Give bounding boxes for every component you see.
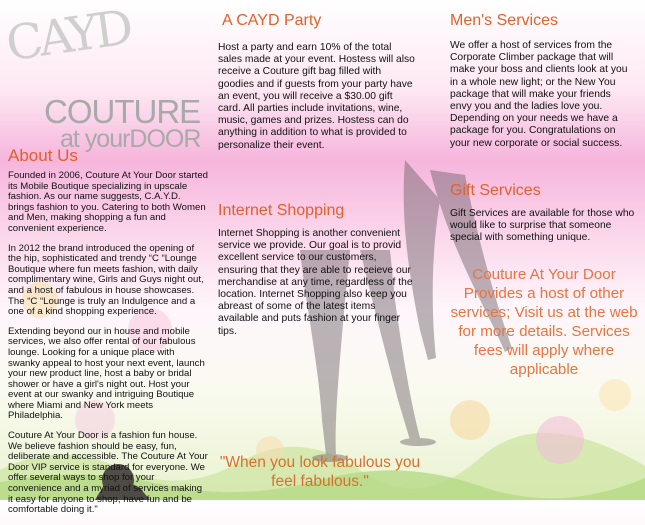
gift-heading: Gift Services — [450, 182, 541, 199]
internet-heading: Internet Shopping — [218, 202, 345, 219]
logo-line2: at yourDOOR — [60, 125, 201, 153]
party-body: Host a party and earn 10% of the total sales made at your event. Hostess will also receive a Couture gift bag filled with goodies and if guests from your party have an event, you will receive a $30.00 gift card. All parties include invitations, wine, music, games and prizes. Hostess can do anything in addition to what is provided to personalize their event. — [218, 42, 415, 151]
mens-body: We offer a host of services from the Corporate Climber package that will make your boss and clients look at you in a whole new light; or the New You package that will make your friends envy you and the ladies love you. Depending on your needs we have a package for you. Congratulations on your new corporate or social success. — [450, 40, 628, 149]
logo-line1: COUTURE — [44, 93, 201, 130]
party-heading: A CAYD Party — [222, 12, 322, 29]
about-paragraph: Couture At Your Door is a fashion fun house. We believe fashion should be easy, fun, deliberate and accessible. The Couture At Your Door VIP service is standard for everyone. We offer several ways to shop for your convenience and a myriad of services making it easy for anyone to shop, have fun and be comfortable doing it." — [8, 430, 208, 516]
about-paragraph: Extending beyond our in house and mobile services, we also offer rental of our fabulous lounge. Looking for a unique place with swanky appeal to host your next event, launch your new product line, host a baby or bridal shower or have a girl's night out. Host your event at our swanky and intriguing Boutique where Miami and New York meets Philadelphia. — [8, 325, 205, 422]
brand-logo — [2, 0, 214, 153]
about-heading: About Us — [8, 146, 78, 165]
promo-text: Couture At Your Door Provides a host of other services; Visit us at the web for more details. Services fees will apply where applicable — [450, 266, 638, 378]
mens-heading: Men's Services — [450, 12, 558, 29]
about-paragraph: Founded in 2006, Couture At Your Door started its Mobile Boutique specializing in upscale fashion. As our name suggests, C.A.Y.D. brings fashion to you. Catering to both Women and Men, making shopping a fun and convenient experience. — [8, 170, 209, 234]
about-body — [8, 171, 208, 525]
logo-mark: CAYD — [2, 0, 133, 73]
quote-text: "When you look fabulous you feel fabulous." — [219, 454, 421, 490]
gift-body: Gift Services are available for those who would like to surprise that someone special with something unique. — [450, 208, 635, 244]
internet-body: Internet Shopping is another convenient service we provide. Our goal is to provid excellent service to our customers, ensuring that they are able to receieve our merchandise at any time, regardless of the location. Internet Shopping also keep you abreast of some of the latest items available and puts fashion at your finger tips. — [218, 228, 413, 337]
about-paragraph: In 2012 the brand introduced the opening of the hip, sophisticated and trendy “C “Lounge Boutique where fun meets fashion, with daily complimentary wine, Girls and Guys night out, and a host of fabulous in house showcases. The “C “Lounge is truly an Indulgence and a one of a kind shopping experience. — [8, 242, 204, 318]
